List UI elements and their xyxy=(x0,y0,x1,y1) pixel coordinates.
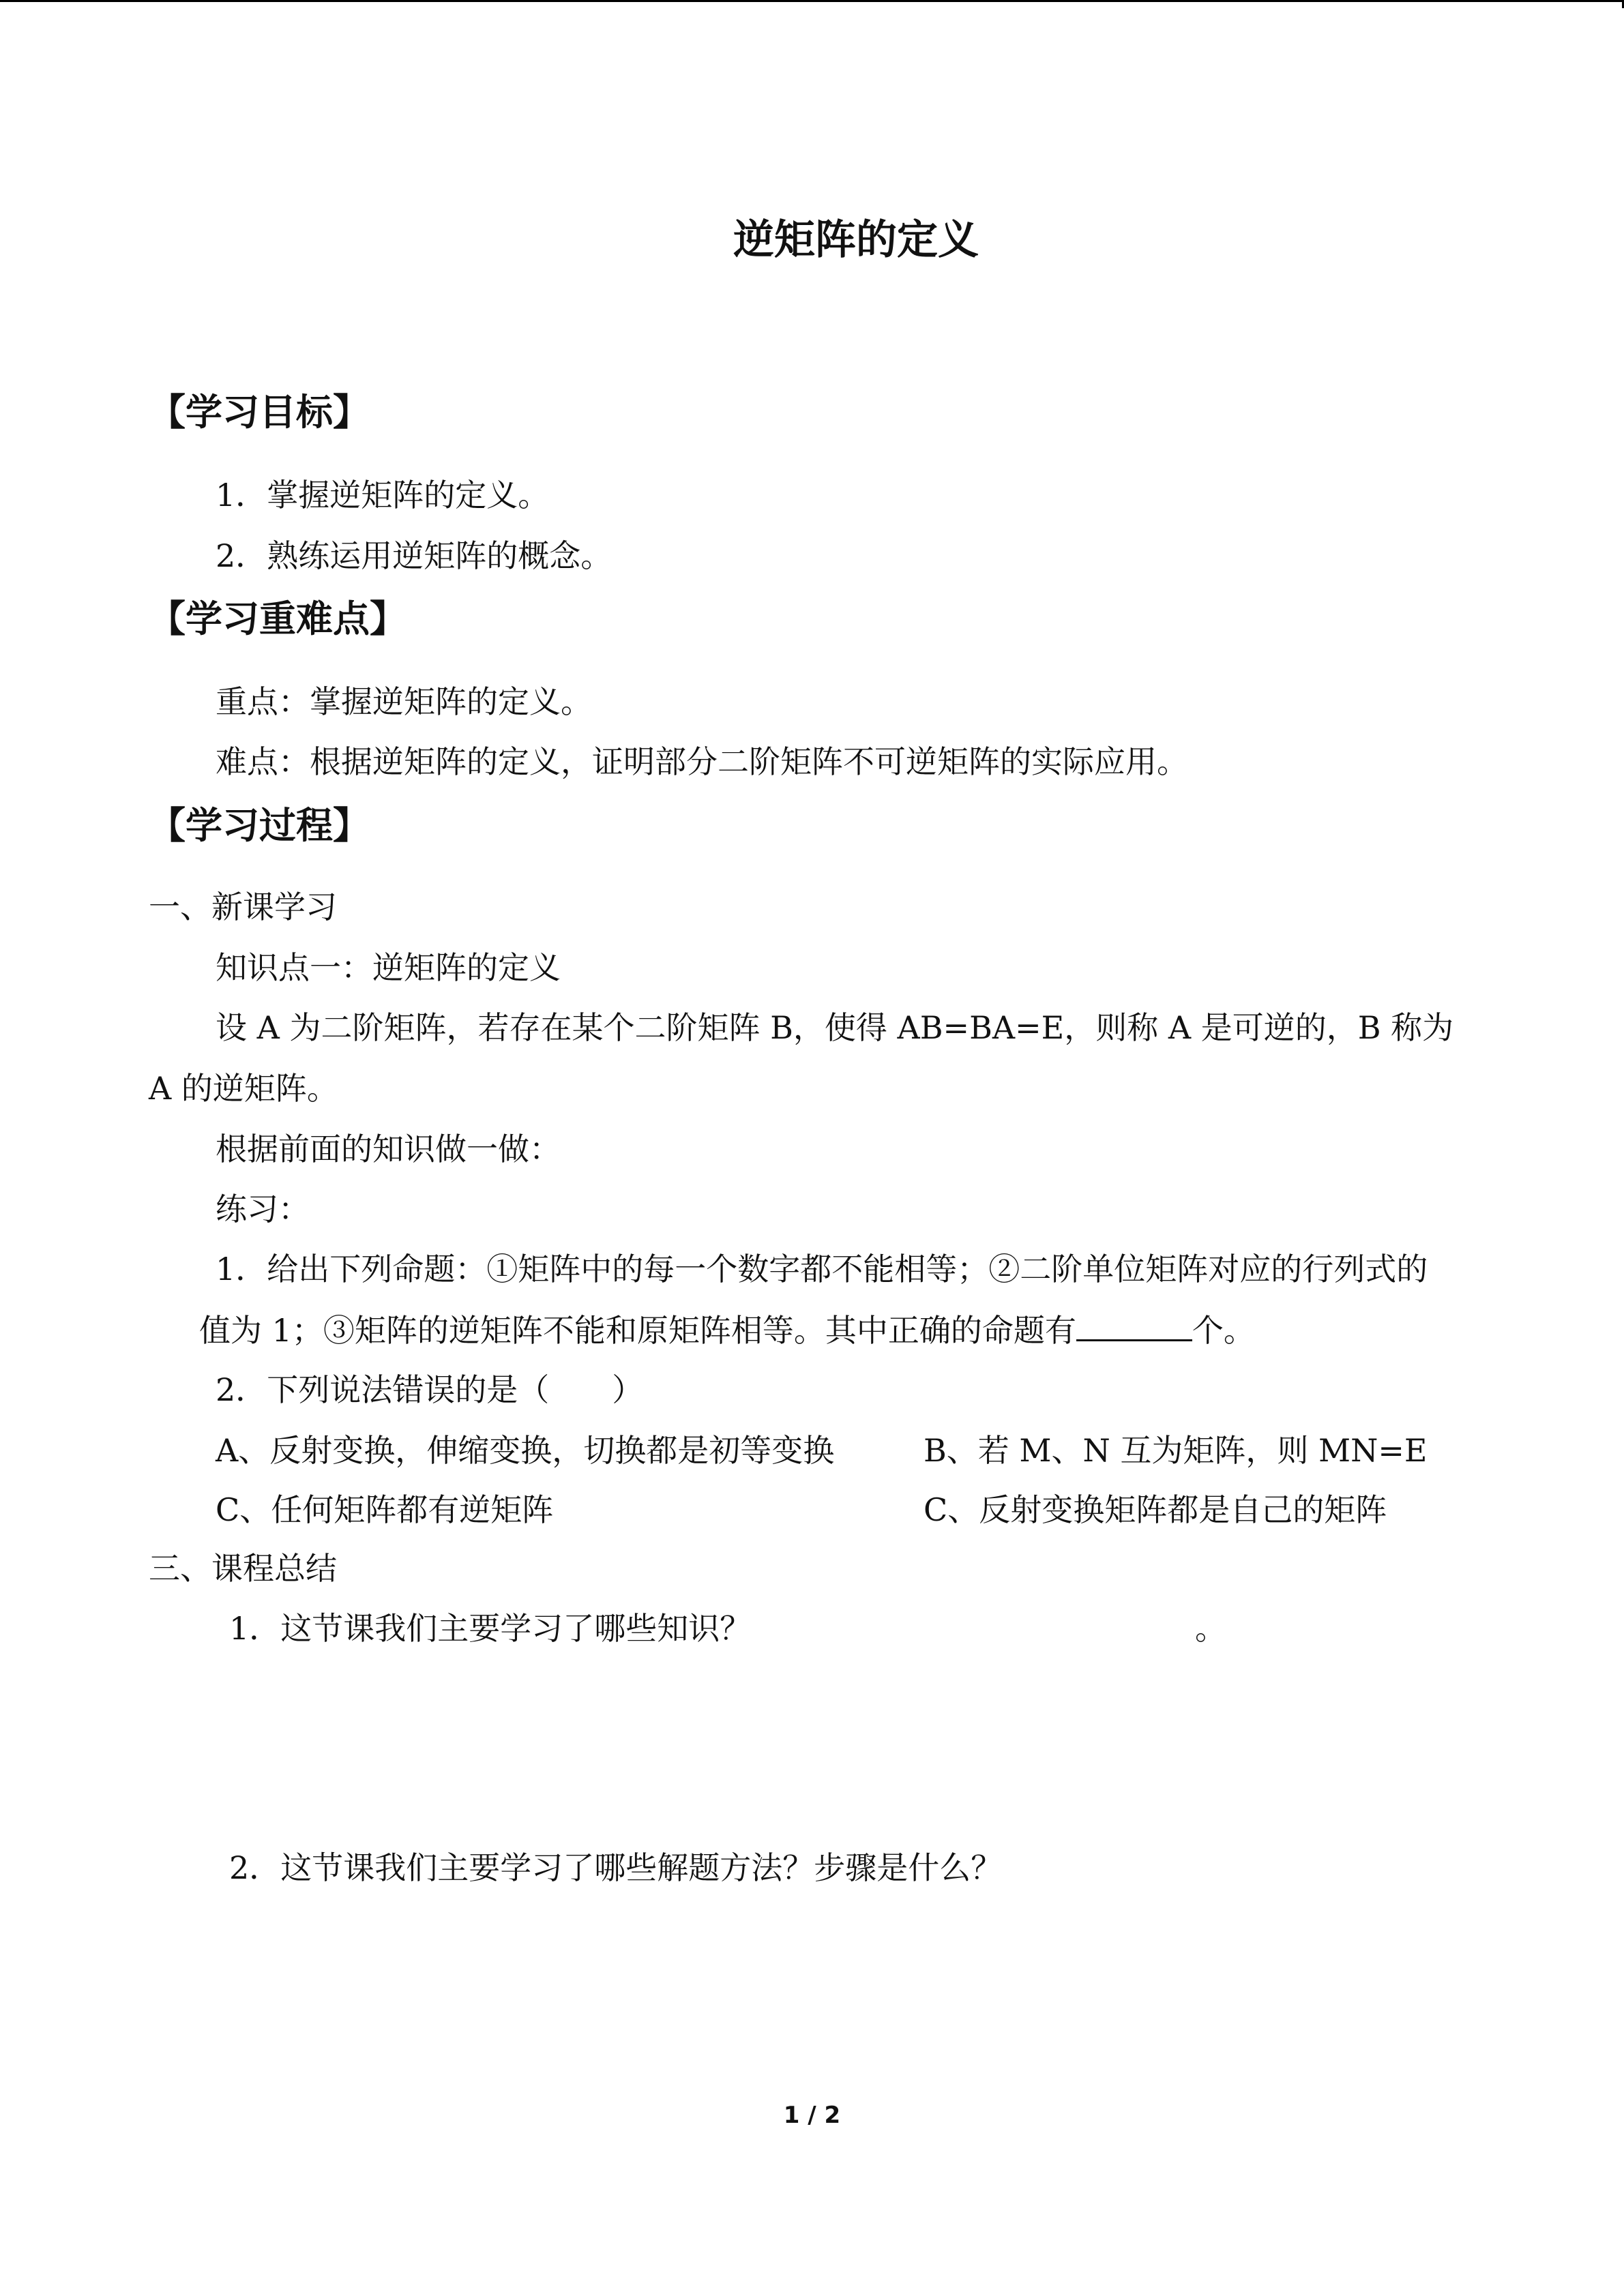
question-2-option-a: A、反射变换，伸缩变换，切换都是初等变换 xyxy=(216,1432,835,1469)
question-2-option-c: C、任何矩阵都有逆矩阵 xyxy=(216,1491,554,1528)
question-1-text: 值为 1；③矩阵的逆矩阵不能和原矩阵相等。其中正确的命题有 xyxy=(199,1312,1076,1349)
goal-item-2: 2．熟练运用逆矩阵的概念。 xyxy=(216,537,612,574)
knowledge-point-title: 知识点一：逆矩阵的定义 xyxy=(216,949,561,986)
do-it-prompt: 根据前面的知识做一做： xyxy=(216,1131,561,1167)
goal-item-1: 1．掌握逆矩阵的定义。 xyxy=(216,477,550,513)
question-1-line-2 xyxy=(199,1309,1255,1351)
question-1-line-1: 1．给出下列命题：①矩阵中的每一个数字都不能相等；②二阶单位矩阵对应的行列式的 xyxy=(216,1251,1428,1287)
summary-question-1: 1．这节课我们主要学习了哪些知识？ xyxy=(229,1610,752,1647)
question-2-stem: 2．下列说法错误的是（ ） xyxy=(216,1371,644,1408)
question-2-option-d: C、反射变换矩阵都是自己的矩阵 xyxy=(924,1491,1387,1528)
question-2-option-b: B、若 M、N 互为矩阵，则 MN=E xyxy=(924,1432,1428,1469)
top-border-line xyxy=(0,0,1624,2)
answer-blank[interactable] xyxy=(1076,1309,1192,1341)
summary-question-1-period: 。 xyxy=(1195,1610,1226,1647)
practice-label: 练习： xyxy=(216,1191,310,1227)
heading-key-difficult-points: 【学习重难点】 xyxy=(149,597,407,640)
heading-learning-process: 【学习过程】 xyxy=(149,804,370,847)
part3-heading: 三、课程总结 xyxy=(149,1550,337,1587)
difficult-point: 难点：根据逆矩阵的定义，证明部分二阶矩阵不可逆矩阵的实际应用。 xyxy=(216,743,1188,780)
definition-line-2: A 的逆矩阵。 xyxy=(149,1070,338,1107)
question-1-suffix: 个。 xyxy=(1192,1312,1255,1349)
key-point: 重点：掌握逆矩阵的定义。 xyxy=(216,683,592,720)
heading-learning-goals: 【学习目标】 xyxy=(149,391,370,434)
summary-question-2: 2．这节课我们主要学习了哪些解题方法？步骤是什么？ xyxy=(229,1849,1003,1886)
page-number: 1 / 2 xyxy=(783,2102,841,2129)
definition-line-1: 设 A 为二阶矩阵，若存在某个二阶矩阵 B，使得 AB=BA=E，则称 A 是可逆的，B 称为 xyxy=(216,1009,1454,1046)
part1-heading: 一、新课学习 xyxy=(149,889,337,925)
document-title: 逆矩阵的定义 xyxy=(733,216,979,264)
